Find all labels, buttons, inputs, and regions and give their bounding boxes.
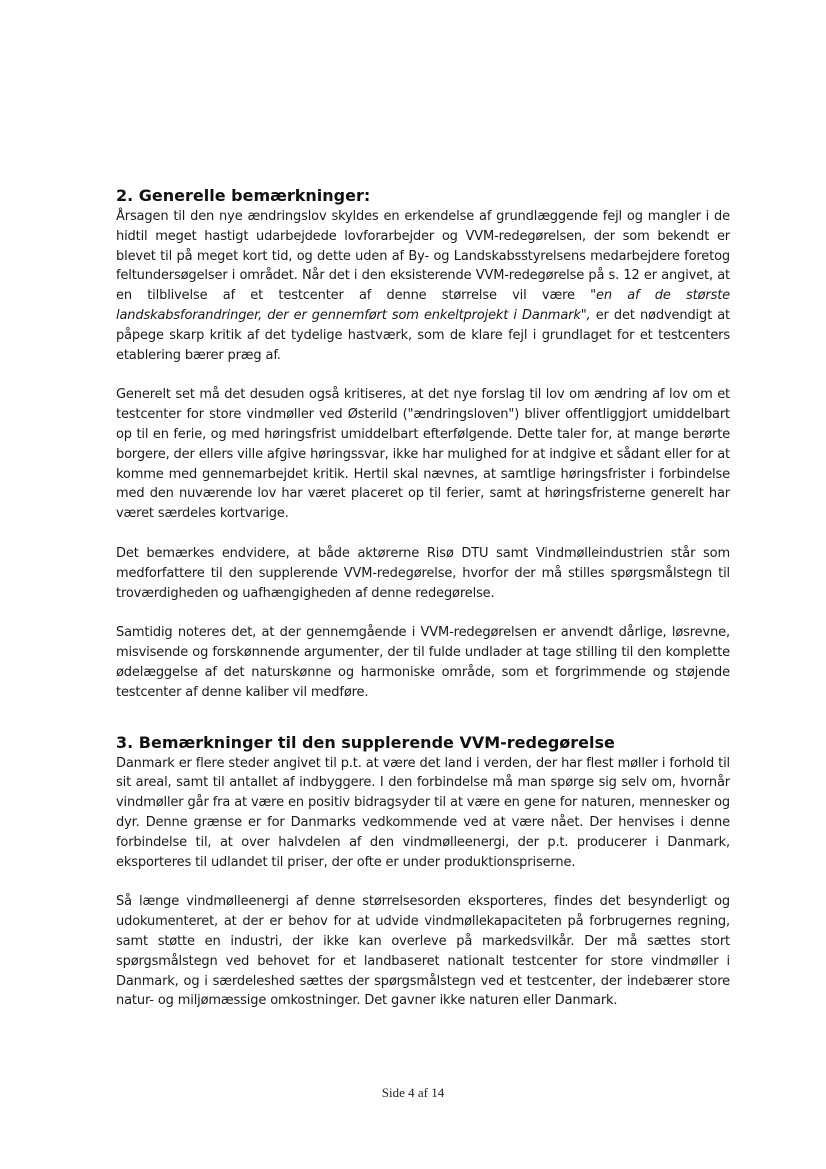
section-2-paragraph-1 — [116, 207, 730, 365]
section-2-paragraph-4: Samtidig noteres det, at der gennemgående i VVM-redegørelsen er anvendt dårlige, løsrevne, misvisende og forskønnende argumenter, der til fulde undlader at tage stilling til den komplette ødelæggelse af det naturskønne og harmoniske område, som et forgrimmende og støjende testcenter af denne kaliber vil medføre. — [116, 625, 730, 700]
page-number: Side 4 af 14 — [381, 1085, 445, 1100]
section-3-paragraph-2: Så længe vindmølleenergi af denne størrelsesorden eksporteres, findes det besynderligt og udokumenteret, at der er behov for at udvide vindmøllekapaciteten på forbrugernes regning, samt støtte en industri, der ikke kan overleve på markedsvilkår. Der må sættes stort spørgsmålstegn ved behovet for et landbaseret nationalt testcenter for store vindmøller i Danmark, og i særdeleshed sættes der spørgsmålstegn ved et testcenter, der indebærer store natur- og miljømæssige omkostninger. Det gavner ikke naturen eller Danmark. — [116, 894, 730, 1009]
quote-text: "en af de største landskabsforandringer, der er gennemført som enkeltprojekt i Danmark", — [116, 288, 730, 323]
document-body — [116, 186, 730, 1011]
section-2-heading: 2. Generelle bemærkninger: — [116, 186, 371, 205]
section-3-heading: 3. Bemærkninger til den supplerende VVM-redegørelse — [116, 732, 615, 752]
section-2-paragraph-3: Det bemærkes endvidere, at både aktørerne Risø DTU samt Vindmølleindustrien står som medforfattere til den supplerende VVM-redegørelse, hvorfor der må stilles spørgsmålstegn til troværdigheden og uafhængigheden af denne redegørelse. — [116, 545, 730, 601]
section-3-paragraph-1: Danmark er flere steder angivet til p.t. at være det land i verden, der har flest møller i forhold til sit areal, samt til antallet af indbyggere. I den forbindelse må man spørge sig selv om, hvornår vindmøller går fra at være en positiv bidragsyder til at være en gene for naturen, mennesker og dyr. Denne grænse er for Danmarks vedkommende ved at være nået. Der henvises i denne forbindelse til, at over halvdelen af den vindmølleenergi, der p.t. producerer i Danmark, eksporteres til udlandet til priser, der ofte er under produktionspriserne. — [116, 755, 730, 870]
paragraph-text: Årsagen til den nye ændringslov skyldes en erkendelse af grundlæggende fejl og mangler i de hidtil meget hastigt udarbejdede lovforarbejder og VVM-redegørelsen, der som bekendt er blevet til på meget kort tid, og dette uden af By- og Landskabsstyrelsens medarbejdere foretog feltundersøgelser i området. Når det i den eksisterende VVM-redegørelse på s. 12 er angivet, at en tilblivelse af et testcenter af denne størrelse vil være — [116, 209, 730, 304]
section-2-paragraph-2: Generelt set må det desuden også kritiseres, at det nye forslag til lov om ændring af lov om et testcenter for store vindmøller ved Østerild ("ændringsloven") bliver offentliggjort umiddelbart op til en ferie, og med høringsfrist umiddelbart efterfølgende. Dette taler for, at mange berørte borgere, der ellers ville afgive høringssvar, ikke har mulighed for at indgive et sådant eller for at komme med gennemarbejdet kritik. Hertil skal nævnes, at samtlige høringsfrister i forbindelse med den nuværende lov har været placeret op til ferier, samt at høringsfristerne generelt har været særdeles kortvarige. — [116, 387, 730, 522]
paragraph-text: er det nødvendigt at påpege skarp kritik af det tydelige hastværk, som de klare fejl i grundlaget for et testcenters etablering bærer præg af. — [116, 307, 730, 363]
